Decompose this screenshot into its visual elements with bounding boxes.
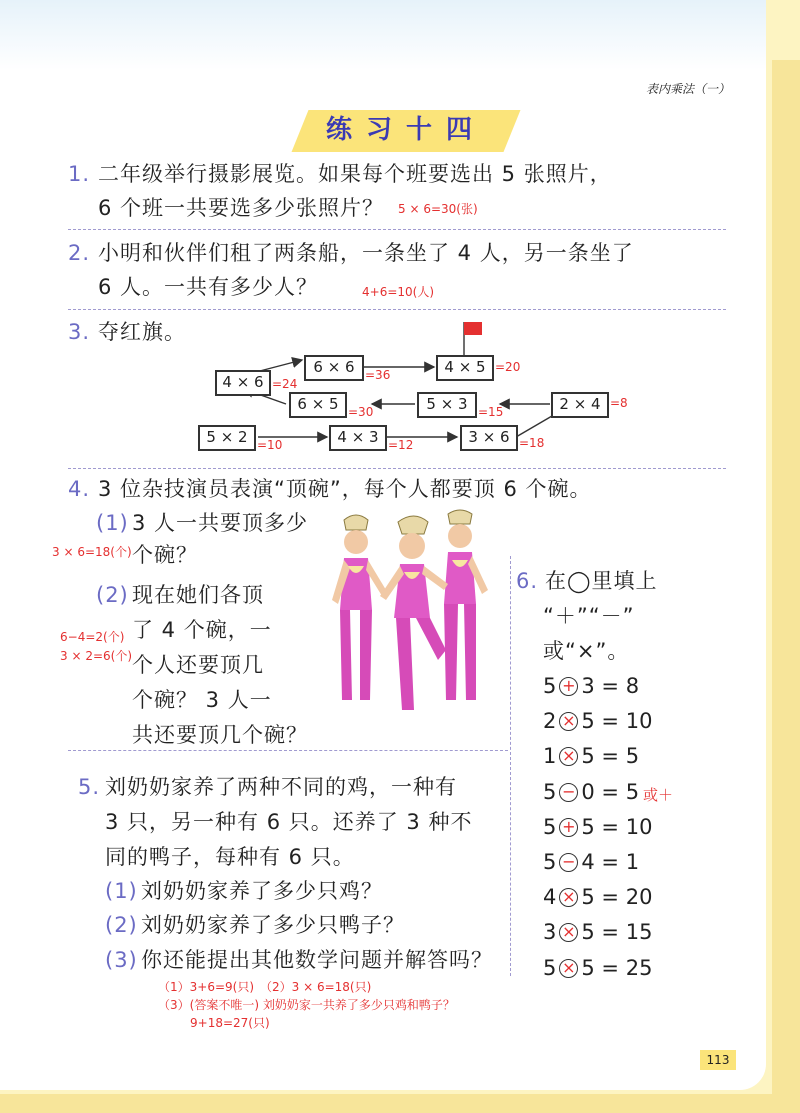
vertical-divider [510,556,511,976]
box-answer: =15 [478,405,504,419]
box-5x2: 5 × 2 [198,425,256,451]
divider [68,468,726,469]
q6-line3: 或“×”。 [543,639,630,663]
q2-answer: 4+6=10(人) [362,285,435,299]
q5-answer-line1: （1）3+6=9(只) （2）3 × 6=18(只) [158,980,372,994]
box-4x3: 4 × 3 [329,425,387,451]
bowl-icon [344,515,368,530]
box-answer: =36 [365,368,391,382]
box-answer: =30 [348,405,374,419]
box-answer: =24 [272,377,298,391]
q4-text: 3 位杂技演员表演“顶碗”，每个人都要顶 6 个碗。 [98,477,592,501]
q2-line1: 小明和伙伴们租了两条船，一条坐了 4 人，另一条坐了 [98,241,634,265]
flag-route-arrows [0,0,766,470]
q6-line1: 在◯里填上 [545,569,658,593]
q5-number: 5. [78,775,101,799]
operator-circle[interactable]: × [559,923,578,942]
q5-line3: 同的鸭子，每种有 6 只。 [105,845,355,869]
q1-line2: 6 个班一共要选多少张照片？ [98,196,385,220]
equation-row: 4 × 5 = 20 [543,885,653,909]
box-answer: =12 [388,438,414,452]
page-stack-edge [772,60,800,1113]
bowl-icon [398,516,428,534]
chapter-header: 表内乘法（一） [646,82,731,96]
q4-part2-line5: 共还要顶几个碗？ [132,723,308,747]
box-4x6: 4 × 6 [215,370,271,396]
box-answer: =10 [257,438,283,452]
q6-line2: “＋”“－” [543,604,635,628]
q2-line2: 6 人。一共有多少人？ [98,275,319,299]
q5-line2: 3 只，另一种有 6 只。还养了 3 种不 [105,810,473,834]
q4-part2-answer1: 6−4=2(个) [60,630,125,644]
operator-circle[interactable]: − [559,853,578,872]
q2-number: 2. [68,241,91,265]
operator-circle[interactable]: × [559,888,578,907]
box-3x6: 3 × 6 [460,425,518,451]
equation-row: 5 × 5 = 25 [543,956,653,980]
q1-answer: 5 × 6=30(张) [398,202,478,216]
q4-part2-line2: 了 4 个碗，一 [132,618,272,642]
equation-row: 1 × 5 = 5 [543,744,640,768]
operator-circle[interactable]: × [559,712,578,731]
box-5x3: 5 × 3 [417,392,477,418]
q4-part1-line1: 3 人一共要顶多少 [132,511,309,535]
q3-text: 夺红旗。 [98,320,186,344]
box-4x5: 4 × 5 [436,355,494,381]
q5-sub3-label: (3) [105,948,138,972]
q5-sub3: 你还能提出其他数学问题并解答吗？ [141,948,493,972]
operator-circle[interactable]: + [559,818,578,837]
q4-part2-label: (2) [96,583,129,607]
q5-sub1-label: (1) [105,879,138,903]
page-stack-bottom [0,1094,800,1113]
operator-circle[interactable]: − [559,783,578,802]
bowl-icon [448,510,472,524]
q6-number: 6. [516,569,539,593]
q4-part2-line1: 现在她们各顶 [132,583,264,607]
box-2x4: 2 × 4 [551,392,609,418]
equation-row: 5 − 0 = 5 [543,780,640,804]
q1-number: 1. [68,162,91,186]
box-6x6: 6 × 6 [304,355,364,381]
q4-number: 4. [68,477,91,501]
q5-sub2: 刘奶奶家养了多少只鸭子？ [141,913,405,937]
q5-sub2-label: (2) [105,913,138,937]
q4-part2-line3: 个人还要顶几 [132,653,264,677]
red-flag-icon [464,322,482,335]
q3-number: 3. [68,320,91,344]
q5-line1: 刘奶奶家养了两种不同的鸡，一种有 [105,775,457,799]
equation-row: 5 + 5 = 10 [543,815,653,839]
equation-row: 3 × 5 = 15 [543,920,653,944]
q5-answer-line2: （3）(答案不唯一) 刘奶奶家一共养了多少只鸡和鸭子？ [158,998,455,1012]
box-answer: =18 [519,436,545,450]
box-answer: =8 [610,396,628,410]
q5-sub1: 刘奶奶家养了多少只鸡？ [141,879,383,903]
q1-line1: 二年级举行摄影展览。如果每个班要选出 5 张照片， [98,162,612,186]
q4-part1-label: (1) [96,511,129,535]
operator-circle[interactable]: + [559,677,578,696]
q5-answer-line3: 9+18=27(只) [190,1016,270,1030]
q6-extra-note: 或＋ [643,786,674,804]
operator-circle[interactable]: × [559,959,578,978]
page-title: 练习十四 [325,115,486,145]
equation-row: 5 − 4 = 1 [543,850,640,874]
box-answer: =20 [495,360,521,374]
q4-part2-line4: 个碗？ 3 人一 [132,688,272,712]
operator-circle[interactable]: × [559,747,578,766]
q4-part1-answer: 3 × 6=18(个) [52,545,132,559]
equation-row: 5 + 3 = 8 [543,674,640,698]
box-6x5: 6 × 5 [289,392,347,418]
q4-part2-answer2: 3 × 2=6(个) [60,649,133,663]
equation-row: 2 × 5 = 10 [543,709,653,733]
acrobats-illustration [326,500,506,722]
page-number: 113 [700,1050,736,1070]
divider [68,750,508,751]
q4-part1-line2: 个碗？ [132,543,198,567]
